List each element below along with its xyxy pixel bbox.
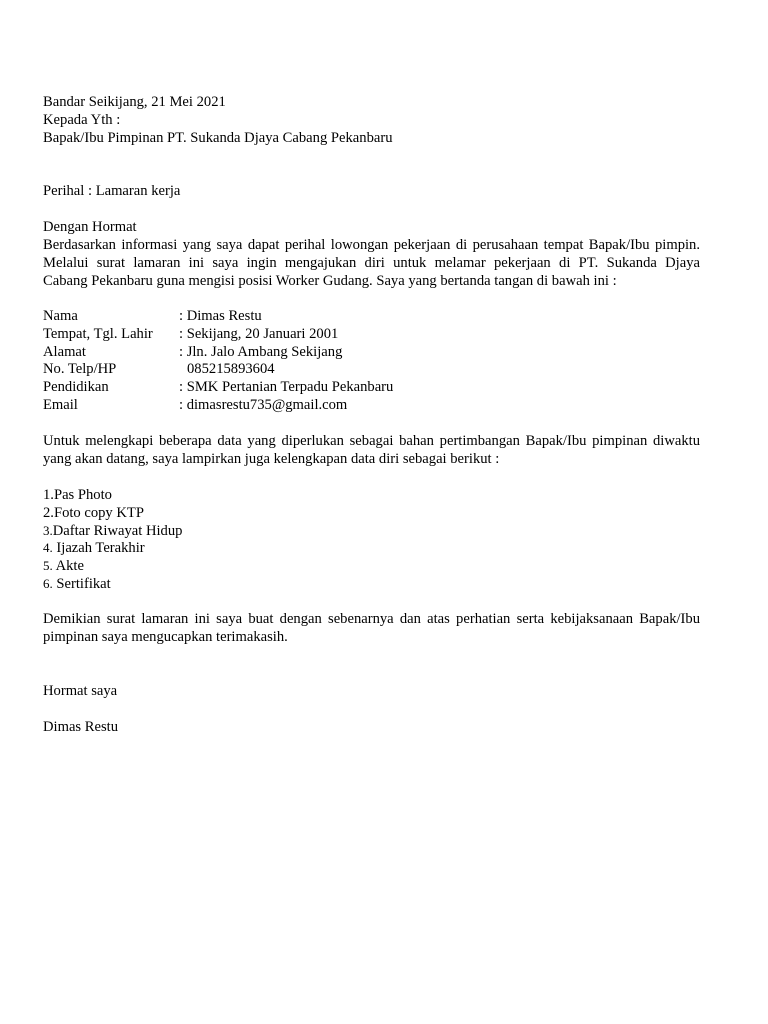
to-line: Kepada Yth : <box>43 112 121 128</box>
signature-block <box>43 718 700 736</box>
detail-label: Nama <box>43 308 78 324</box>
intro-line: Melalui surat lamaran ini saya ingin mengajukan diri untuk melamar pekerjaan di PT. Sukanda Djaya <box>43 255 700 271</box>
list-item <box>43 557 700 575</box>
attachment-list <box>43 486 700 593</box>
detail-row-name <box>43 307 700 325</box>
closing-line: Demikian surat lamaran ini saya buat dengan sebenarnya dan atas perhatian serta kebijaksanaan Bapak/Ibu <box>43 611 700 627</box>
detail-row-phone <box>43 360 700 378</box>
list-number: 2. <box>43 504 54 521</box>
subject: Perihal : Lamaran kerja <box>43 183 181 199</box>
attachment-intro-line: Untuk melengkapi beberapa data yang diperlukan sebagai bahan pertimbangan Bapak/Ibu pimpinan diwaktu <box>43 433 700 449</box>
list-number: 4. <box>43 540 53 556</box>
sign-off: Hormat saya <box>43 683 118 699</box>
recipient: Bapak/Ibu Pimpinan PT. Sukanda Djaya Cabang Pekanbaru <box>43 130 393 146</box>
list-text: Foto copy KTP <box>53 504 144 521</box>
list-text: Ijazah Terakhir <box>52 540 145 557</box>
list-number: 3. <box>43 522 53 538</box>
list-text: Akte <box>52 558 84 575</box>
detail-label: Tempat, Tgl. Lahir <box>43 325 153 342</box>
place-date: Bandar Seikijang, 21 Mei 2021 <box>43 94 226 110</box>
detail-value: : Sekijang, 20 Januari 2001 <box>179 325 339 342</box>
intro-line: Cabang Pekanbaru guna mengisi posisi Worker Gudang. Saya yang bertanda tangan di bawah ini : <box>43 273 617 289</box>
list-text: Sertifikat <box>52 575 111 592</box>
greeting: Dengan Hormat <box>43 219 137 235</box>
list-item <box>43 522 700 540</box>
detail-row-address <box>43 343 700 361</box>
attachment-intro-line: yang akan datang, saya lampirkan juga kelengkapan data diri sebagai berikut : <box>43 451 500 467</box>
detail-value: : Jln. Jalo Ambang Sekijang <box>179 343 343 360</box>
list-item <box>43 486 700 504</box>
closing-line: pimpinan saya mengucapkan terimakasih. <box>43 629 288 645</box>
list-number: 1. <box>43 487 54 503</box>
intro-block <box>43 218 700 290</box>
list-item <box>43 539 700 557</box>
detail-value: : dimasrestu735@gmail.com <box>179 396 348 413</box>
detail-label: Alamat <box>43 343 86 360</box>
detail-label: Email <box>43 396 78 413</box>
detail-row-education <box>43 378 700 396</box>
attachment-intro-block <box>43 432 700 468</box>
list-number: 6. <box>43 575 53 591</box>
intro-line: Berdasarkan informasi yang saya dapat perihal lowongan pekerjaan di perusahaan tempat Bapak/Ibu pimpin. <box>43 237 700 253</box>
detail-row-birth <box>43 325 700 343</box>
list-text: Pas Photo <box>53 487 112 503</box>
list-item <box>43 504 700 522</box>
details-table <box>43 307 700 414</box>
subject-block <box>43 182 700 200</box>
list-number: 5. <box>43 558 53 574</box>
list-text: Daftar Riwayat Hidup <box>52 522 183 539</box>
signature-name: Dimas Restu <box>43 719 118 735</box>
detail-label: Pendidikan <box>43 379 109 396</box>
letter-header <box>43 93 700 147</box>
closing-block <box>43 610 700 646</box>
detail-value: : SMK Pertanian Terpadu Pekanbaru <box>179 379 394 396</box>
sign-off-block <box>43 682 700 700</box>
detail-value: : Dimas Restu <box>179 308 262 324</box>
detail-row-email <box>43 396 700 414</box>
detail-label: No. Telp/HP <box>43 361 117 378</box>
detail-value: 085215893604 <box>187 361 275 378</box>
list-item <box>43 575 700 593</box>
